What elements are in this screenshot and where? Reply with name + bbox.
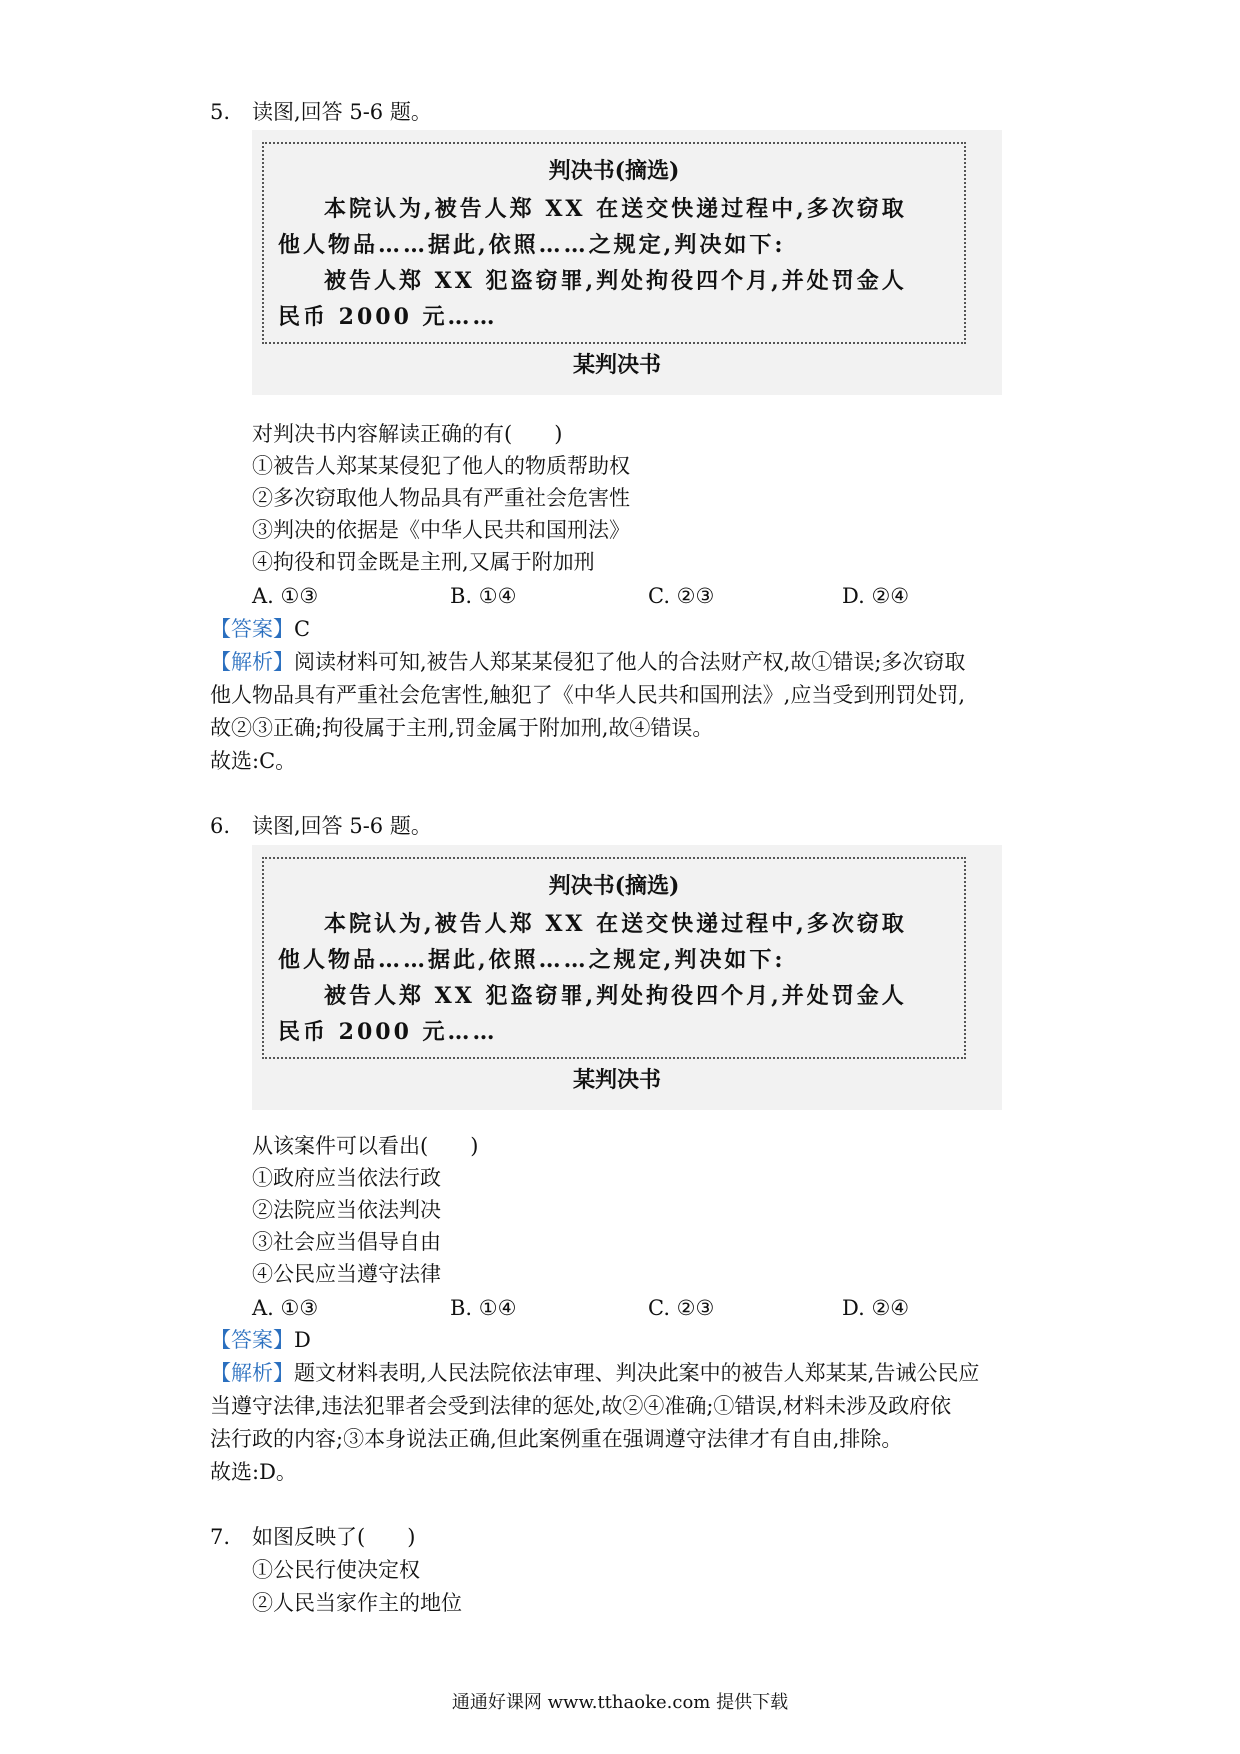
figure-line: 民币 2000 元…… [278,1019,498,1045]
option-a: A. ①③ [252,584,319,608]
option-b: B. ①④ [450,584,517,608]
question-stem: 对判决书内容解读正确的有( ) [252,422,563,446]
question-intro: 读图,回答 5-6 题。 [252,100,432,124]
option-d: D. ②④ [842,584,910,608]
option-c: C. ②③ [648,584,715,608]
choice-line: 故选:D。 [210,1460,297,1484]
statement-item: ③判决的依据是《中华人民共和国刑法》 [252,518,630,542]
option-c: C. ②③ [648,1296,715,1320]
analysis-text: 他人物品具有严重社会危害性,触犯了《中华人民共和国刑法》,应当受到刑罚处罚, [210,683,966,707]
analysis-tag: 【解析】 [210,650,294,674]
analysis-text: 题文材料表明,人民法院依法审理、判决此案中的被告人郑某某,告诫公民应 [294,1361,980,1385]
option-d: D. ②④ [842,1296,910,1320]
question-stem: 从该案件可以看出( ) [252,1134,479,1158]
figure-line: 民币 2000 元…… [278,304,498,330]
analysis-text: 故②③正确;拘役属于主刑,罚金属于附加刑,故④错误。 [210,716,714,740]
judgment-figure [252,130,1002,395]
figure-line: 他人物品……据此,依照……之规定,判决如下: [278,947,786,973]
statement-item: ②法院应当依法判决 [252,1198,441,1222]
option-a: A. ①③ [252,1296,319,1320]
analysis-line [210,1359,979,1387]
judgment-figure [252,845,1002,1110]
question-intro: 读图,回答 5-6 题。 [252,814,432,838]
analysis-text: 法行政的内容;③本身说法正确,但此案例重在强调遵守法律才有自由,排除。 [210,1427,903,1451]
figure-line: 他人物品……据此,依照……之规定,判决如下: [278,232,786,258]
answer-value: C [294,617,311,641]
judgment-box [262,857,966,1059]
figure-line: 被告人郑 XX 犯盗窃罪,判处拘役四个月,并处罚金人 [324,268,907,294]
statement-item: ②多次窃取他人物品具有严重社会危害性 [252,486,630,510]
analysis-line [210,648,965,676]
answer-value: D [294,1328,311,1352]
question-stem: 如图反映了( ) [252,1525,416,1549]
statement-item: ②人民当家作主的地位 [252,1591,462,1615]
analysis-text: 阅读材料可知,被告人郑某某侵犯了他人的合法财产权,故①错误;多次窃取 [294,650,966,674]
answer-tag: 【答案】 [210,1328,294,1352]
statement-item: ①公民行使决定权 [252,1558,420,1582]
answer-line [210,1326,311,1354]
choice-line: 故选:C。 [210,749,297,773]
statement-item: ④公民应当遵守法律 [252,1262,441,1286]
figure-line: 本院认为,被告人郑 XX 在送交快递过程中,多次窃取 [324,911,907,937]
option-b: B. ①④ [450,1296,517,1320]
answer-line [210,615,310,643]
question-number: 7. [210,1525,231,1549]
statement-item: ①被告人郑某某侵犯了他人的物质帮助权 [252,454,630,478]
judgment-box [262,142,966,344]
analysis-tag: 【解析】 [210,1361,294,1385]
figure-caption: 某判决书 [572,352,661,378]
figure-line: 被告人郑 XX 犯盗窃罪,判处拘役四个月,并处罚金人 [324,983,907,1009]
figure-title: 判决书(摘选) [548,158,680,184]
figure-title: 判决书(摘选) [548,873,680,899]
question-number: 5. [210,100,231,124]
answer-tag: 【答案】 [210,617,294,641]
statement-item: ③社会应当倡导自由 [252,1230,441,1254]
analysis-text: 当遵守法律,违法犯罪者会受到法律的惩处,故②④准确;①错误,材料未涉及政府依 [210,1394,952,1418]
question-number: 6. [210,814,231,838]
figure-line: 本院认为,被告人郑 XX 在送交快递过程中,多次窃取 [324,196,907,222]
statement-item: ①政府应当依法行政 [252,1166,441,1190]
figure-caption: 某判决书 [572,1067,661,1093]
statement-item: ④拘役和罚金既是主刑,又属于附加刑 [252,550,595,574]
page-footer: 通通好课网 www.tthaoke.com 提供下载 [451,1692,789,1713]
